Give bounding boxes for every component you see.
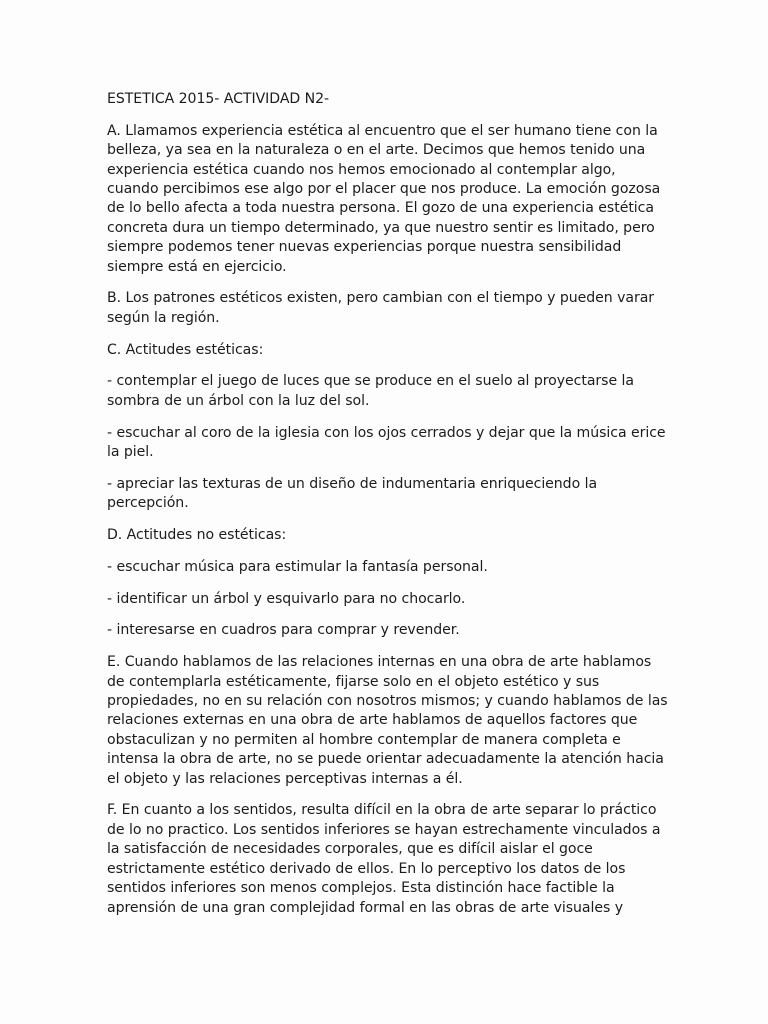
text-line: de contemplarla estéticamente, fijarse solo en el objeto estético y sus	[107, 673, 600, 690]
text-line: percepción.	[107, 495, 189, 512]
text-line: - apreciar las texturas de un diseño de indumentaria enriqueciendo la	[107, 475, 598, 492]
text-line: el objeto y las relaciones perceptivas internas a él.	[107, 770, 463, 787]
text-line: cuando percibimos ese algo por el placer que nos produce. La emoción gozosa	[107, 181, 661, 198]
text-line: de lo bello afecta a toda nuestra persona. El gozo de una experiencia estética	[107, 200, 654, 217]
list-item	[107, 372, 672, 411]
title-line: ESTETICA 2015- ACTIVIDAD N2-	[107, 91, 330, 107]
list-item	[107, 558, 672, 577]
text-line: sombra de un árbol con la luz del sol.	[107, 392, 370, 409]
text-line: - escuchar al coro de la iglesia con los ojos cerrados y dejar que la música erice	[107, 424, 666, 441]
text-line: relaciones externas en una obra de arte hablamos de aquellos factores que	[107, 712, 638, 729]
text-line: A. Llamamos experiencia estética al encuentro que el ser humano tiene con la	[107, 122, 658, 139]
paragraph-f	[107, 801, 672, 917]
text-line: E. Cuando hablamos de las relaciones internas en una obra de arte hablamos	[107, 654, 652, 671]
text-line: C. Actitudes estéticas:	[107, 341, 264, 358]
text-line: B. Los patrones estéticos existen, pero cambian con el tiempo y pueden varar	[107, 290, 655, 307]
text-line: - identificar un árbol y esquivarlo para no chocarlo.	[107, 590, 466, 607]
list-item	[107, 475, 672, 514]
text-line: - escuchar música para estimular la fantasía personal.	[107, 558, 488, 575]
paragraph-a	[107, 122, 672, 277]
text-line: obstaculizan y no permiten al hombre contemplar de manera completa e	[107, 731, 621, 748]
paragraph-c-heading	[107, 341, 672, 360]
text-line: estrictamente estético derivado de ellos. En lo perceptivo los datos de los	[107, 860, 626, 877]
text-line: concreta dura un tiempo determinado, ya que nuestro sentir es limitado, pero	[107, 219, 655, 236]
text-line: propiedades, no en su relación con nosotros mismos; y cuando hablamos de las	[107, 693, 668, 710]
text-line: - contemplar el juego de luces que se produce en el suelo al proyectarse la	[107, 373, 634, 390]
text-line: la piel.	[107, 444, 154, 461]
list-item	[107, 590, 672, 609]
text-line: de lo no practico. Los sentidos inferiores se hayan estrechamente vinculados a	[107, 821, 661, 838]
paragraph-e	[107, 653, 672, 789]
document-title	[107, 90, 672, 109]
text-line: intensa la obra de arte, no se puede orientar adecuadamente la atención hacia	[107, 751, 664, 768]
text-line: siempre podemos tener nuevas experiencias porque nuestra sensibilidad	[107, 239, 622, 256]
list-item	[107, 621, 672, 640]
text-line: la satisfacción de necesidades corporales, que es difícil aislar el goce	[107, 841, 593, 858]
paragraph-d-heading	[107, 526, 672, 545]
text-line: D. Actitudes no estéticas:	[107, 527, 287, 544]
text-line: belleza, ya sea en la naturaleza o en el arte. Decimos que hemos tenido una	[107, 142, 646, 159]
document-body	[107, 90, 672, 930]
text-line: sentidos inferiores son menos complejos. Esta distinción hace factible la	[107, 880, 615, 897]
text-line: aprensión de una gran complejidad formal en las obras de arte visuales y	[107, 899, 624, 916]
text-line: siempre está en ejercicio.	[107, 258, 287, 275]
text-line: - interesarse en cuadros para comprar y revender.	[107, 622, 460, 639]
text-line: según la región.	[107, 309, 220, 326]
text-line: F. En cuanto a los sentidos, resulta difícil en la obra de arte separar lo práctico	[107, 802, 657, 819]
paragraph-b	[107, 289, 672, 328]
text-line: experiencia estética cuando nos hemos emocionado al contemplar algo,	[107, 161, 616, 178]
list-item	[107, 424, 672, 463]
